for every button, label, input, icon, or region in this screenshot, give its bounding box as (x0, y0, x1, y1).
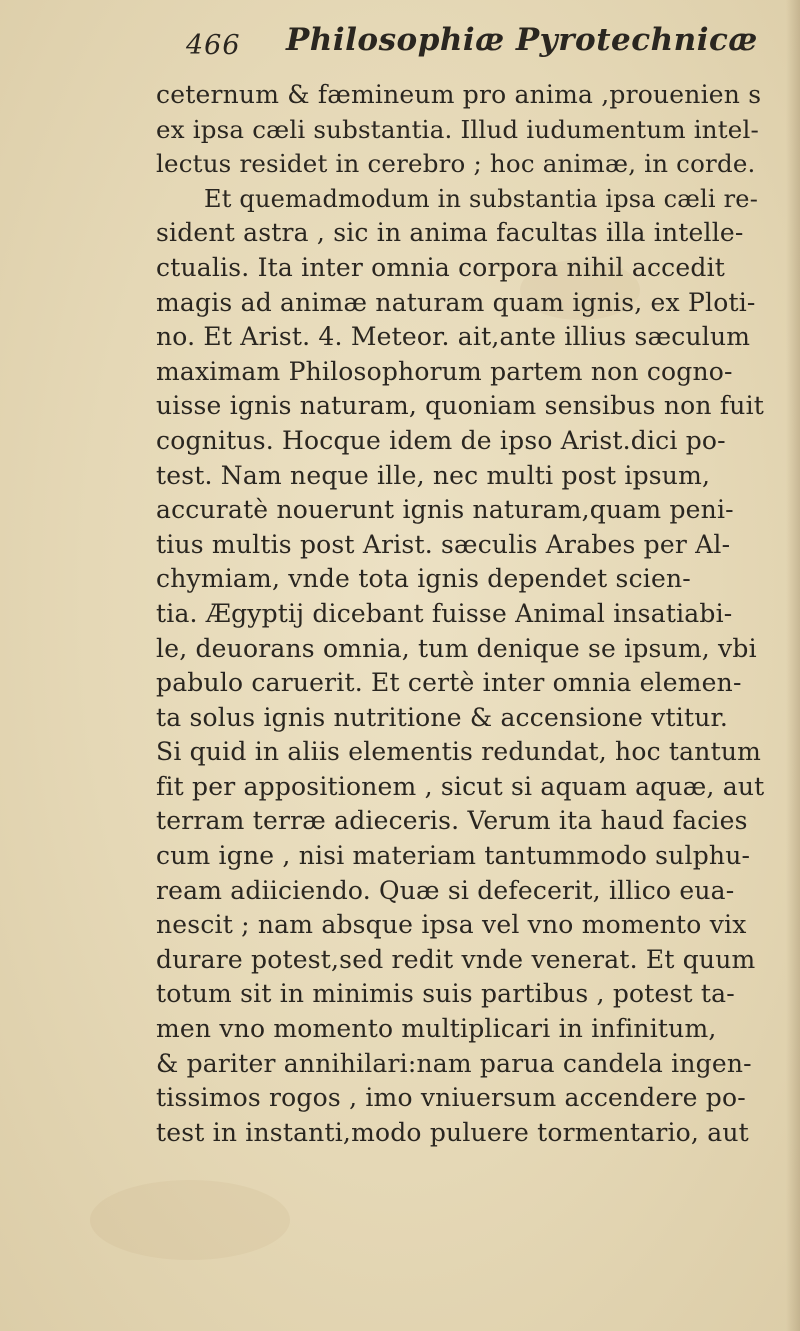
text-line: tius multis post Arist. sæculis Arabes per Al- (156, 529, 731, 559)
text-line: Si quid in aliis elementis redundat, hoc tantum (156, 737, 762, 767)
text-line: cognitus. Hocque idem de ipso Arist.dici po- (156, 425, 726, 455)
text-line: fit per appositionem , sicut si aquam aquæ, aut (156, 771, 765, 801)
text-line: durare potest,sed redit vnde venerat. Et quum (156, 944, 756, 974)
text-line: cum igne , nisi materiam tantummodo sulphu- (156, 841, 751, 871)
running-title: Philosophiæ Pyrotechnicæ (286, 22, 758, 58)
text-line: no. Et Arist. 4. Meteor. ait,ante illius sæculum (156, 322, 751, 352)
text-line: magis ad animæ naturam quam ignis, ex Ploti- (156, 287, 756, 317)
text-line: test in instanti,modo puluere tormentario, aut (156, 1117, 749, 1147)
text-line: chymiam, vnde tota ignis dependet scien- (156, 564, 691, 594)
text-line: tia. Ægyptij dicebant fuisse Animal insatiabi- (156, 598, 733, 628)
text-line: men vno momento multiplicari in infinitum, (156, 1014, 717, 1044)
text-line: nescit ; nam absque ipsa vel vno momento vix (156, 910, 747, 940)
text-line: ceternum & fæmineum pro anima ,prouenien s (156, 80, 762, 109)
text-line: ex ipsa cæli substantia. Illud iudumentum intel- (156, 114, 760, 144)
body-text (156, 78, 766, 1150)
text-line: totum sit in minimis suis partibus , potest ta- (156, 979, 735, 1009)
text-line: lectus residet in cerebro ; hoc animæ, in corde. (156, 149, 756, 179)
text-line: & pariter annihilari:nam parua candela ingen- (156, 1048, 752, 1078)
text-line: pabulo caruerit. Et certè inter omnia elemen- (156, 668, 742, 698)
text-line: tissimos rogos , imo vniuersum accendere po- (156, 1083, 746, 1113)
text-line: sident astra , sic in anima facultas illa intelle- (156, 218, 744, 248)
text-line: terram terræ adieceris. Verum ita haud facies (156, 806, 748, 836)
page-number: 466 (186, 30, 241, 61)
text-line: uisse ignis naturam, quoniam sensibus non fuit (156, 391, 765, 421)
text-line: ctualis. Ita inter omnia corpora nihil accedit (156, 252, 726, 282)
text-line: test. Nam neque ille, nec multi post ipsum, (156, 460, 711, 490)
text-line: le, deuorans omnia, tum denique se ipsum, vbi (156, 633, 757, 663)
text-line: Et quemadmodum in substantia ipsa cæli re- (204, 184, 759, 213)
text-line: ta solus ignis nutritione & accensione vtitur. (156, 702, 729, 732)
page-header (186, 18, 766, 70)
text-line: accuratè nouerunt ignis naturam,quam peni- (156, 495, 734, 525)
paper-stain (90, 1180, 290, 1260)
text-line: ream adiiciendo. Quæ si defecerit, illico eua- (156, 875, 735, 905)
page-edge-shadow (786, 0, 800, 1331)
text-line: maximam Philosophorum partem non cogno- (156, 356, 733, 386)
